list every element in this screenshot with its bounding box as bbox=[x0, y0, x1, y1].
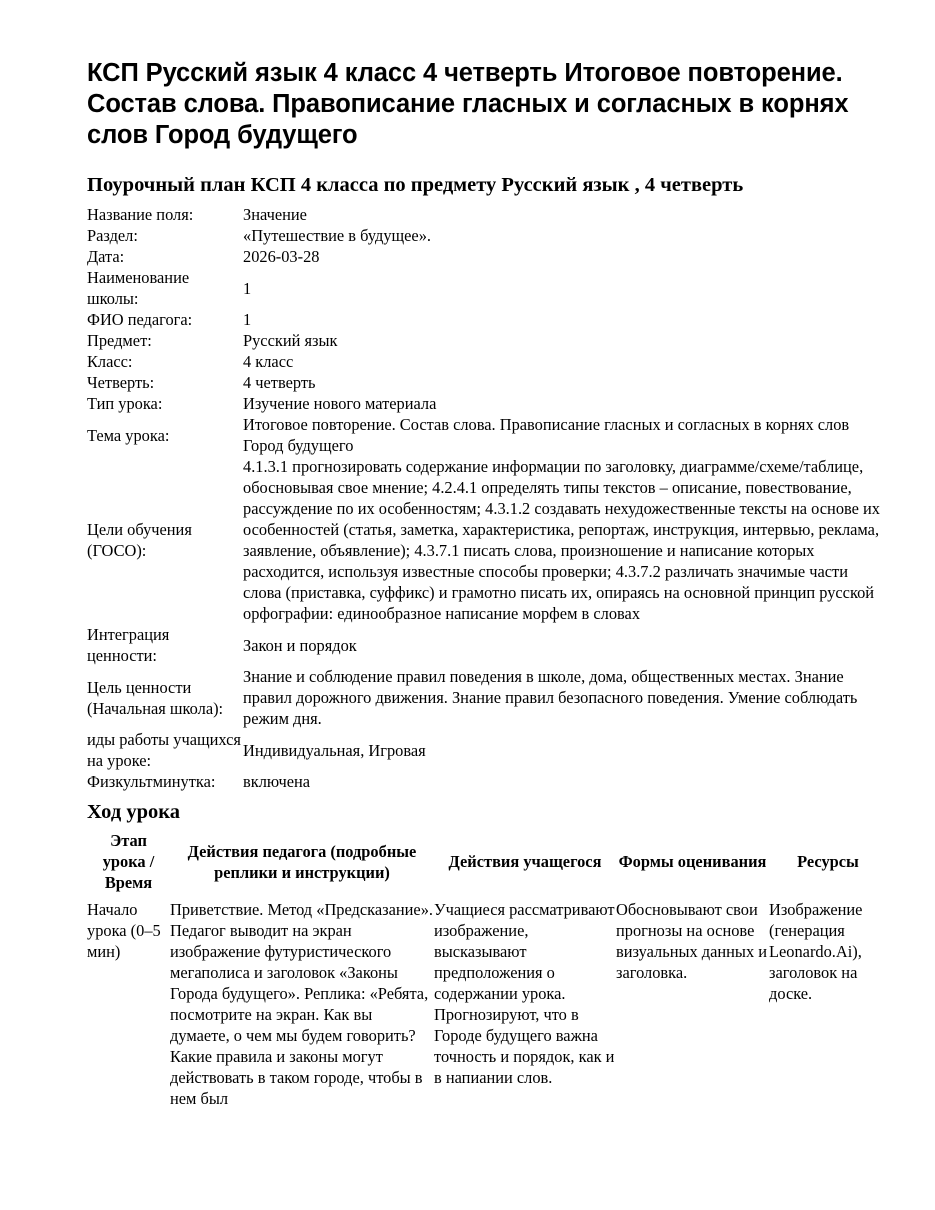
field-value: Знание и соблюдение правил поведения в школе, дома, общественных местах. Знание правил дорожного движения. Знание правил безопасного поведения. Умение соблюдать режим дня. bbox=[243, 667, 858, 728]
field-key: ФИО педагога: bbox=[87, 310, 193, 329]
field-row bbox=[87, 771, 887, 792]
field-value: Закон и порядок bbox=[243, 635, 357, 655]
field-row bbox=[87, 393, 887, 414]
column-header-teacher: Действия педагога (подробные реплики и инструкции) bbox=[187, 841, 417, 882]
field-value: Индивидуальная, Игровая bbox=[243, 740, 426, 760]
field-value: Русский язык bbox=[243, 331, 338, 350]
field-key: Дата: bbox=[87, 247, 125, 266]
field-value: «Путешествие в будущее». bbox=[243, 226, 432, 245]
field-key: Тема урока: bbox=[87, 425, 170, 445]
cell-student: Учащиеся рассматривают изображение, высказывают предположения о содержании урока. Прогнозируют, что в Городе будущего важна точность и порядок, как и в напиании слов. bbox=[434, 900, 615, 1087]
field-row bbox=[87, 204, 887, 225]
fields-table bbox=[87, 204, 887, 792]
field-value: 4 класс bbox=[243, 352, 294, 371]
field-row bbox=[87, 456, 887, 624]
field-row bbox=[87, 225, 887, 246]
field-value: включена bbox=[243, 772, 311, 791]
cell-teacher: Приветствие. Метод «Предсказание». Педагог выводит на экран изображение футуристического мегаполиса и заголовок «Законы Города будущего». Реплика: «Ребята, посмотрите на экран. Как вы думаете, о чем мы будем говорить? Какие правила и законы могут действовать в таком городе, чтобы в нем был bbox=[170, 900, 433, 1108]
cell-assessment: Обосновывают свои прогнозы на основе визуальных данных и заголовка. bbox=[616, 900, 768, 982]
field-value: 4 четверть bbox=[243, 373, 316, 392]
field-row bbox=[87, 246, 887, 267]
flow-header-row bbox=[87, 830, 887, 899]
field-value: Изучение нового материала bbox=[243, 394, 437, 413]
field-key: Раздел: bbox=[87, 226, 138, 245]
field-value: 2026-03-28 bbox=[243, 247, 320, 266]
field-row bbox=[87, 351, 887, 372]
field-row bbox=[87, 267, 887, 309]
field-row bbox=[87, 372, 887, 393]
field-key: Цели обучения (ГОСО): bbox=[87, 520, 192, 560]
cell-stage: Начало урока (0–5 мин) bbox=[87, 900, 161, 961]
table-row bbox=[87, 899, 887, 1109]
field-key: Предмет: bbox=[87, 331, 152, 350]
field-value: 1 bbox=[243, 278, 252, 298]
field-key: Тип урока: bbox=[87, 394, 163, 413]
field-key: Класс: bbox=[87, 352, 133, 371]
field-key: Четверть: bbox=[87, 373, 155, 392]
field-row bbox=[87, 330, 887, 351]
field-key: Наименование школы: bbox=[87, 268, 190, 308]
field-value: Итоговое повторение. Состав слова. Правописание гласных и согласных в корнях слов Город будущего bbox=[243, 415, 850, 455]
field-row bbox=[87, 624, 887, 666]
field-row bbox=[87, 414, 887, 456]
column-header-stage: Этап урока / Время bbox=[102, 831, 155, 892]
field-value: 4.1.3.1 прогнозировать содержание информации по заголовку, диаграмме/схеме/таблице, обосновывая свое мнение; 4.2.4.1 определять типы текстов – описание, повествование, рассуждение по их особенностям; 4.3.1.2 создавать нехудожественные тексты на основе их особенностей (статья, заметка, характеристика, репортаж, инструкция, интервью, реклама, заявление, объявление); 4.3.7.1 писать слова, произношение и написание которых расходится, используя известные способы проверки; 4.3.7.2 различать значимые части слова (приставка, суффикс) и грамотно писать их, опираясь на основной принцип русской орфографии: единообразное написание морфем в словах bbox=[243, 457, 880, 623]
field-key: Физкультминутка: bbox=[87, 772, 216, 791]
document-page bbox=[87, 58, 887, 1109]
column-header-student: Действия учащегося bbox=[448, 852, 602, 871]
lesson-flow-heading: Ход урока bbox=[87, 801, 180, 823]
field-row bbox=[87, 666, 887, 729]
field-row bbox=[87, 729, 887, 771]
field-row bbox=[87, 309, 887, 330]
field-key: Название поля: bbox=[87, 205, 194, 224]
plan-heading: Поурочный план КСП 4 класса по предмету Русский язык , 4 четверть bbox=[87, 174, 744, 196]
cell-resources: Изображение (генерация Leonardo.Ai), заголовок на доске. bbox=[769, 900, 863, 1003]
lesson-flow-table bbox=[87, 830, 887, 1109]
column-header-assessment: Формы оценивания bbox=[618, 852, 767, 871]
document-title: КСП Русский язык 4 класс 4 четверть Итоговое повторение. Состав слова. Правописание гласных и согласных в корнях слов Город будущего bbox=[87, 59, 849, 149]
column-header-resources: Ресурсы bbox=[797, 852, 859, 871]
field-value: 1 bbox=[243, 310, 252, 329]
field-key: Интеграция ценности: bbox=[87, 625, 170, 665]
field-key: иды работы учащихся на уроке: bbox=[87, 730, 241, 770]
field-value: Значение bbox=[243, 205, 307, 224]
field-key: Цель ценности (Начальная школа): bbox=[87, 677, 224, 718]
